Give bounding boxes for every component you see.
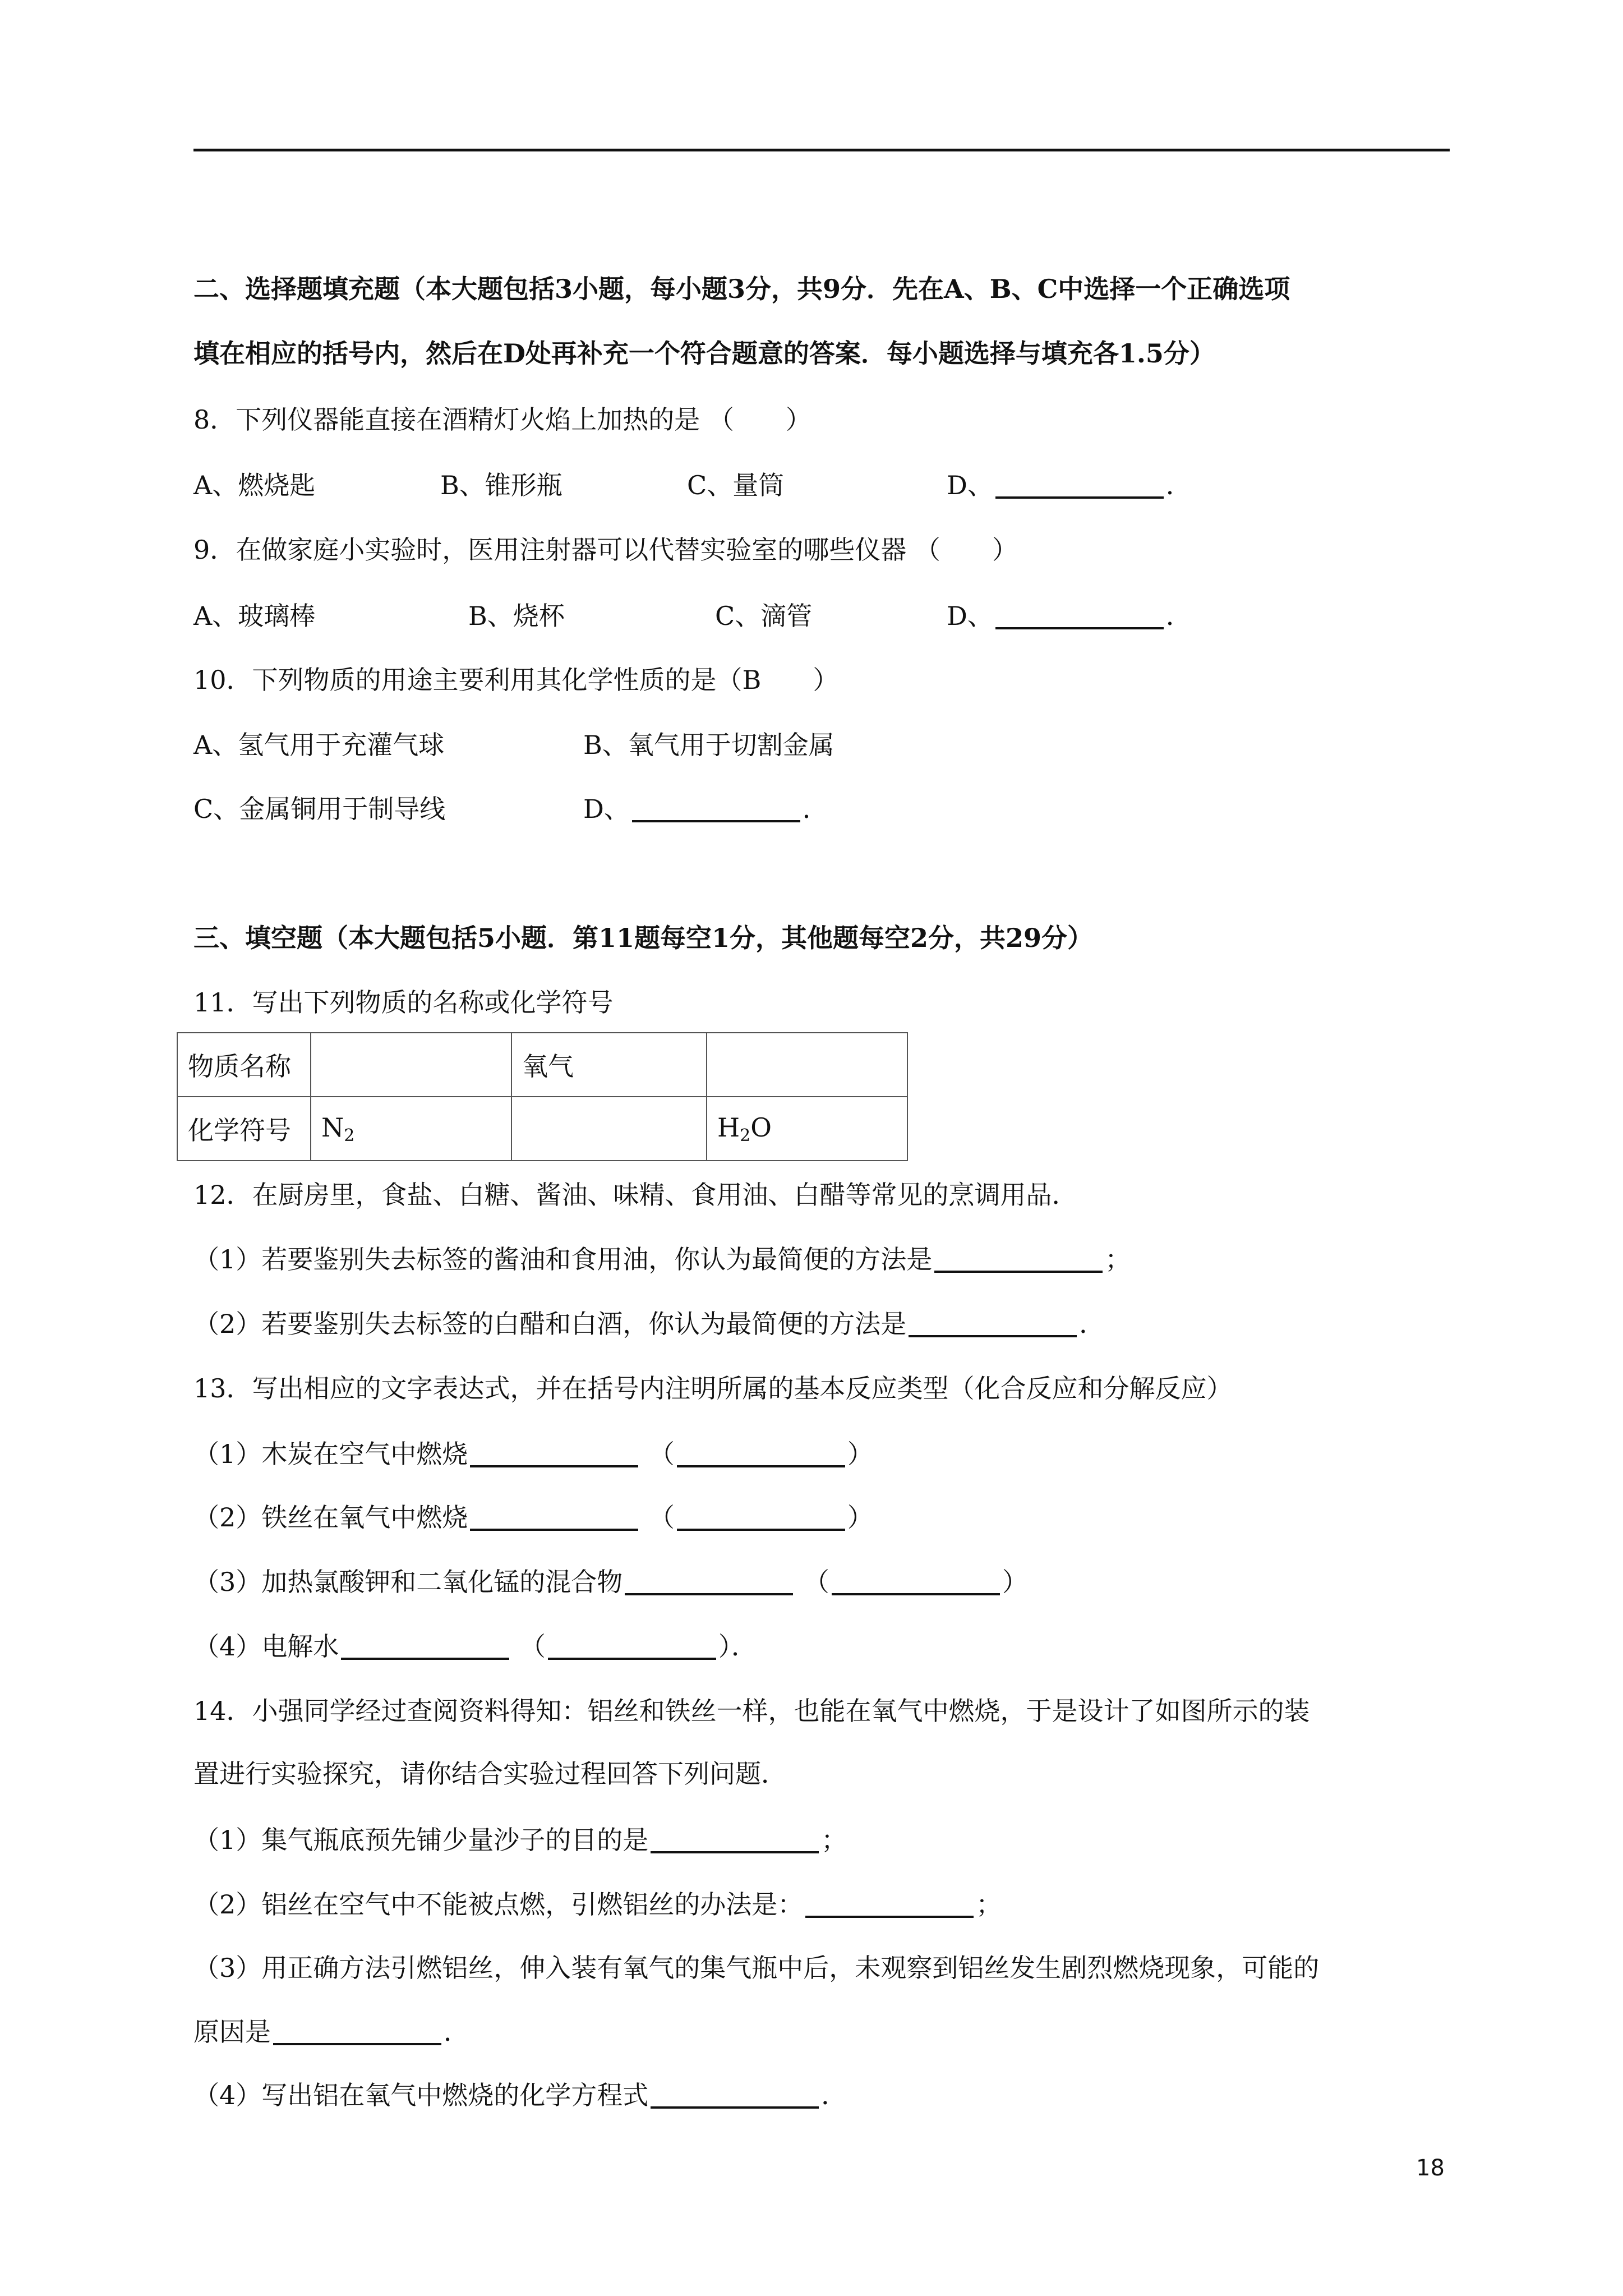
punctuation: ； (821, 1825, 847, 1855)
q13-part1-type-blank[interactable] (677, 1465, 845, 1467)
formula-text: O (750, 1112, 772, 1143)
punctuation: ； (1105, 1244, 1131, 1274)
q14-part4-text: （4）写出铝在氧气中燃烧的化学方程式 (193, 2080, 649, 2110)
section2-heading-line2: 填在相应的括号内，然后在D处再补充一个符合题意的答案．每小题选择与填充各1.5分） (193, 338, 1215, 369)
header-rule (193, 149, 1450, 151)
q14-part1-text: （1）集气瓶底预先铺少量沙子的目的是 (193, 1825, 649, 1855)
formula-subscript: 2 (740, 1125, 751, 1145)
q14-part2 (193, 1888, 1450, 1921)
table-cell: 氧气 (511, 1033, 707, 1097)
q12-part2-text: （2）若要鉴别失去标签的白醋和白酒，你认为最简便的方法是 (193, 1309, 907, 1339)
q13-part3-expression-blank[interactable] (625, 1593, 793, 1595)
q14-part3-line1: （3）用正确方法引燃铝丝，伸入装有氧气的集气瓶中后，未观察到铝丝发生剧烈燃烧现象，可能的 (193, 1953, 1320, 1983)
q13-part4-type-blank[interactable] (548, 1658, 716, 1660)
q14-part3-line2 (193, 2015, 1450, 2049)
punctuation: ． (1079, 1309, 1105, 1339)
q9-option-c: C、滴管 (715, 601, 813, 631)
q11-table (177, 1032, 908, 1161)
q8-stem: 8．下列仪器能直接在酒精灯火焰上加热的是 （ ） (193, 404, 811, 435)
q8-option-b: B、锥形瓶 (440, 470, 562, 500)
q9-option-d-label: D、 (947, 601, 993, 631)
q13-part2-type-blank[interactable] (677, 1529, 845, 1531)
q14-part2-blank[interactable] (805, 1916, 974, 1918)
q11-stem: 11．写出下列物质的名称或化学符号 (193, 987, 614, 1018)
q13-part4-text: （4）电解水 (193, 1631, 339, 1662)
section2-heading-line1: 二、选择题填充题（本大题包括3小题，每小题3分，共9分．先在A、B、C中选择一个正确选项 (193, 274, 1290, 304)
q14-stem-line1: 14．小强同学经过查阅资料得知：铝丝和铁丝一样，也能在氧气中燃烧，于是设计了如图所示的装 (193, 1696, 1310, 1726)
q13-part1-expression-blank[interactable] (470, 1465, 638, 1467)
q9-option-d (947, 599, 1192, 633)
section3-heading: 三、填空题（本大题包括5小题．第11题每空1分，其他题每空2分，共29分） (193, 923, 1094, 953)
q14-part3-blank[interactable] (273, 2043, 441, 2045)
q14-part1-blank[interactable] (651, 1851, 819, 1853)
q13-part3 (193, 1565, 1450, 1599)
q13-part1-text: （1）木炭在空气中燃烧 (193, 1439, 468, 1469)
period: ． (1165, 601, 1192, 631)
q14-stem-line2: 置进行实验探究，请你结合实验过程回答下列问题． (193, 1759, 787, 1789)
period: ． (802, 794, 828, 824)
q10-option-c: C、金属铜用于制导线 (193, 794, 446, 824)
q8-option-c: C、量筒 (687, 470, 785, 500)
q10-option-d-label: D、 (583, 794, 630, 824)
table-cell-blank[interactable] (311, 1033, 511, 1097)
q10-answer-blank[interactable] (632, 820, 800, 822)
table-row (177, 1097, 907, 1161)
table-row (177, 1033, 907, 1097)
q9-answer-blank[interactable] (995, 627, 1164, 629)
q9-option-a: A、玻璃棒 (193, 601, 316, 631)
q12-part1 (193, 1243, 1450, 1276)
punctuation: ） (1002, 1567, 1028, 1597)
table-cell-header: 化学符号 (177, 1097, 311, 1161)
q13-part2-text: （2）铁丝在氧气中燃烧 (193, 1502, 468, 1533)
page-number: 18 (1416, 2155, 1445, 2181)
q13-part3-type-blank[interactable] (832, 1593, 1000, 1595)
table-cell-h2o (707, 1097, 907, 1161)
punctuation: ）． (718, 1631, 757, 1662)
punctuation: ； (976, 1889, 1002, 1920)
q8-option-d-label: D、 (947, 470, 993, 500)
q14-part4-blank[interactable] (651, 2106, 819, 2109)
q12-part1-text: （1）若要鉴别失去标签的酱油和食用油，你认为最简便的方法是 (193, 1244, 933, 1274)
q12-part1-blank[interactable] (934, 1271, 1103, 1273)
q10-option-d (583, 792, 828, 826)
q14-part1 (193, 1823, 1450, 1857)
formula-subscript: 2 (344, 1125, 355, 1145)
q13-part2-expression-blank[interactable] (470, 1529, 638, 1531)
q8-option-a: A、燃烧匙 (193, 470, 316, 500)
punctuation: ． (821, 2080, 847, 2110)
q12-part2-blank[interactable] (909, 1335, 1077, 1337)
q14-part3-text: 原因是 (193, 2017, 271, 2047)
punctuation: ） (847, 1439, 873, 1469)
punctuation: （ (648, 1502, 675, 1533)
q14-part4 (193, 2078, 1450, 2112)
q13-stem: 13．写出相应的文字表达式，并在括号内注明所属的基本反应类型（化合反应和分解反应） (193, 1373, 1233, 1404)
punctuation: ． (444, 2017, 469, 2047)
formula-text: N (321, 1112, 344, 1143)
q14-part2-text: （2）铝丝在空气中不能被点燃，引燃铝丝的办法是： (193, 1889, 804, 1920)
punctuation: （ (648, 1439, 675, 1469)
table-cell-n2 (311, 1097, 511, 1161)
q10-option-a: A、氢气用于充灌气球 (193, 730, 445, 760)
q9-stem: 9．在做家庭小实验时，医用注射器可以代替实验室的哪些仪器 （ ） (193, 535, 1018, 565)
punctuation: （ (519, 1631, 546, 1662)
punctuation: ） (847, 1502, 873, 1533)
table-cell-header: 物质名称 (177, 1033, 311, 1097)
q13-part4-expression-blank[interactable] (341, 1658, 509, 1660)
period: ． (1165, 470, 1192, 500)
table-cell-blank[interactable] (707, 1033, 907, 1097)
q9-option-b: B、烧杯 (468, 601, 565, 631)
formula-text: H (717, 1112, 740, 1143)
q12-part2 (193, 1307, 1450, 1341)
q13-part2 (193, 1501, 1450, 1534)
q13-part1 (193, 1437, 1450, 1471)
q12-stem: 12．在厨房里，食盐、白糖、酱油、味精、食用油、白醋等常见的烹调用品． (193, 1180, 1078, 1210)
q13-part4 (193, 1630, 1450, 1663)
q8-option-d (947, 468, 1192, 502)
q13-part3-text: （3）加热氯酸钾和二氧化锰的混合物 (193, 1567, 623, 1597)
table-cell-blank[interactable] (511, 1097, 707, 1161)
punctuation: （ (803, 1567, 829, 1597)
q10-stem: 10．下列物质的用途主要利用其化学性质的是（B ） (193, 665, 839, 695)
q10-option-b: B、氧气用于切割金属 (583, 730, 834, 760)
q8-answer-blank[interactable] (995, 496, 1164, 499)
